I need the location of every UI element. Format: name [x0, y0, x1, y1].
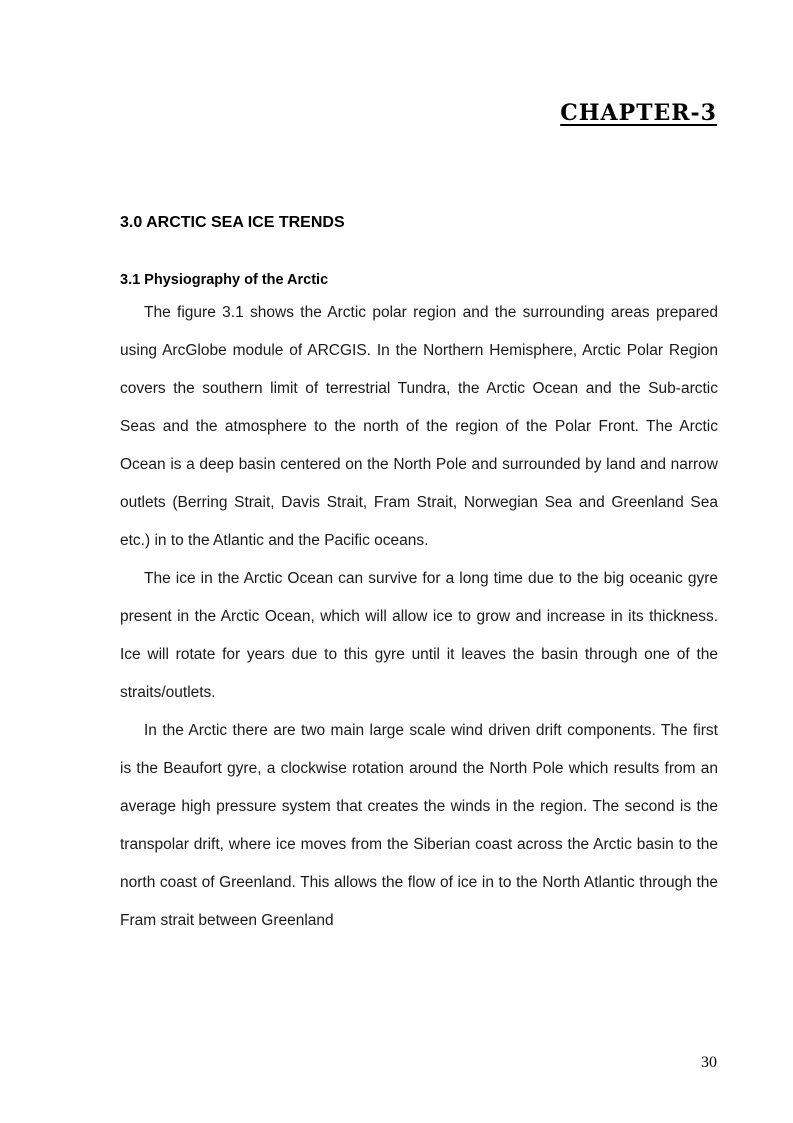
page-number: 30 [701, 1054, 717, 1071]
section-heading: 3.0 ARCTIC SEA ICE TRENDS [120, 214, 345, 231]
paragraph: In the Arctic there are two main large scale wind driven drift components. The first is the Beaufort gyre, a clockwise rotation around the North Pole which results from an average high pressure system that creates the winds in the region. The second is the transpolar drift, where ice moves from the Siberian coast across the Arctic basin to the north coast of Greenland. This allows the flow of ice in to the North Atlantic through the Fram strait between Greenland [120, 722, 718, 929]
paragraph: The figure 3.1 shows the Arctic polar region and the surrounding areas prepared using ArcGlobe module of ARCGIS. In the Northern Hemisphere, Arctic Polar Region covers the southern limit of terrestrial Tundra, the Arctic Ocean and the Sub-arctic Seas and the atmosphere to the north of the region of the Polar Front. The Arctic Ocean is a deep basin centered on the North Pole and surrounded by land and narrow outlets (Berring Strait, Davis Strait, Fram Strait, Norwegian Sea and Greenland Sea etc.) in to the Atlantic and the Pacific oceans. [120, 304, 718, 549]
paragraph: The ice in the Arctic Ocean can survive for a long time due to the big oceanic gyre present in the Arctic Ocean, which will allow ice to grow and increase in its thickness. Ice will rotate for years due to this gyre until it leaves the basin through one of the straits/outlets. [120, 570, 718, 701]
subsection-heading: 3.1 Physiography of the Arctic [120, 272, 329, 288]
body-text [120, 294, 718, 940]
chapter-title: CHAPTER-3 [560, 100, 717, 126]
